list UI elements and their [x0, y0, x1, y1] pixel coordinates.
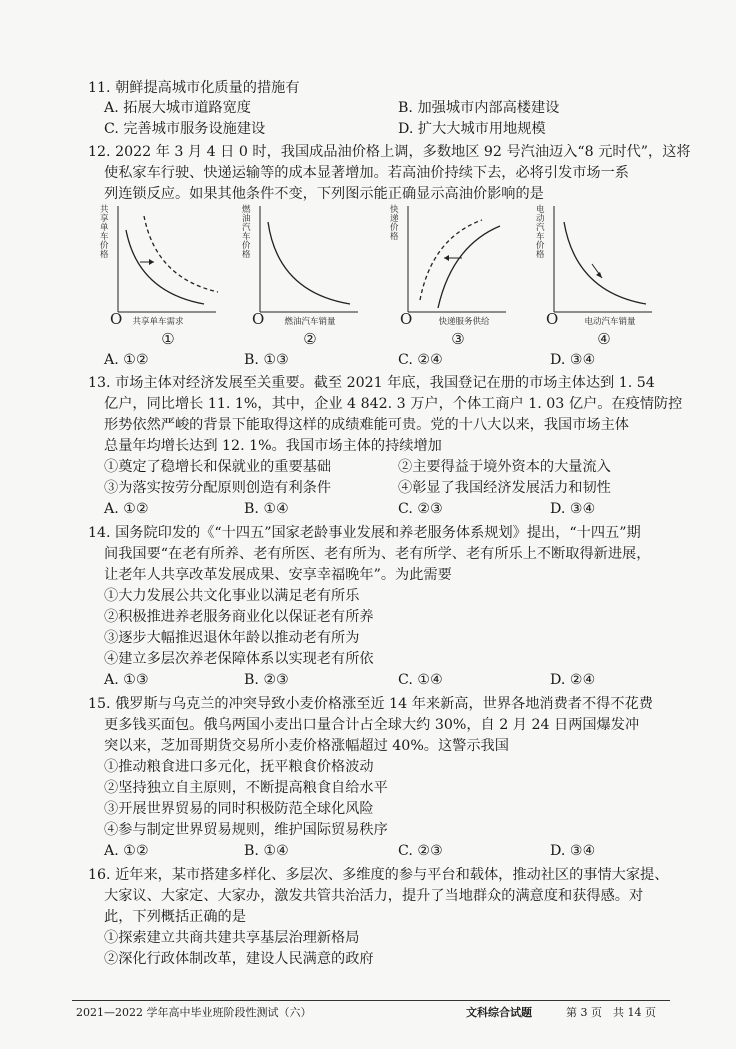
q13-item-2: ②主要得益于境外资本的大量流入: [398, 459, 611, 475]
q11-option-a: A. 拓展大城市道路宽度: [104, 100, 251, 116]
graph-1-arrowhead: [149, 259, 154, 265]
q11-stem: 11. 朝鲜提高城市化质量的措施有: [88, 80, 300, 96]
q13-option-b: B. ①④: [244, 501, 289, 517]
q14-line-2: 间我国要“在老有所养、老有所医、老有所为、老有所学、老有所乐上不断取得新进展，: [104, 546, 651, 562]
q12-option-a: A. ①②: [104, 352, 149, 368]
q15-item-3: ③开展世界贸易的同时积极防范全球化风险: [104, 801, 374, 817]
q13-option-c: C. ②③: [398, 501, 443, 517]
footer-subject: 文科综合试题: [466, 1006, 532, 1019]
q16-line-2: 大家议、大家定、大家办，激发共管共治活力，提升了当地群众的满意度和获得感。对: [104, 888, 644, 904]
graph-3-origin: O: [400, 310, 413, 328]
q13-line-4: 总量年均增长达到 12. 1%。我国市场主体的持续增加: [104, 438, 442, 454]
graph-4-arrowhead: [596, 272, 602, 278]
q12-line-1: 12. 2022 年 3 月 4 日 0 时，我国成品油价格上调，多数地区 92 号汽油迈入“8 元时代”，这将: [88, 144, 691, 160]
graph-1: [96, 200, 226, 348]
graph-2-curve: [268, 222, 350, 304]
q16-item-1: ①探索建立共商共建共享基层治理新格局: [104, 930, 360, 946]
graph-4-ylabel-a: 电动汽车价格: [536, 205, 545, 260]
graph-3: [386, 200, 516, 348]
graph-4-curve: [564, 222, 646, 304]
q14-item-3: ③逐步大幅推迟退休年龄以推动老有所为: [104, 630, 360, 646]
graph-3-curve-dashed: [420, 220, 482, 300]
footer-page-number: 第 3 页 共 14 页: [566, 1006, 656, 1019]
q11-option-d: D. 扩大大城市用地规模: [398, 121, 546, 137]
graph-2: [238, 200, 368, 348]
graph-2-number: ②: [303, 330, 317, 348]
q13-item-3: ③为落实按劳分配原则创造有利条件: [104, 480, 332, 496]
q15-option-d: D. ③④: [550, 843, 596, 859]
q11-option-c: C. 完善城市服务设施建设: [104, 121, 266, 137]
q14-option-b: B. ②③: [244, 672, 289, 688]
q15-option-b: B. ①④: [244, 843, 289, 859]
graph-2-origin: O: [252, 310, 265, 328]
graph-4-origin: O: [546, 310, 559, 328]
q13-item-1: ①奠定了稳增长和保就业的重要基础: [104, 459, 332, 475]
q13-line-2: 亿户，同比增长 11. 1%，其中，企业 4 842. 3 万户，个体工商户 1. 03 亿户。在疫情防控: [104, 396, 683, 412]
q11-option-b: B. 加强城市内部高楼建设: [398, 100, 560, 116]
q12-option-d: D. ③④: [550, 352, 596, 368]
q15-line-2: 更多钱买面包。俄乌两国小麦出口量合计占全球大约 30%，自 2 月 24 日两国爆发冲: [104, 717, 640, 733]
q12-line-2: 使私家车行驶、快递运输等的成本显著增加。若高油价持续下去，必将引发市场一系: [104, 165, 629, 181]
q12-option-c: C. ②④: [398, 352, 443, 368]
footer-divider: [72, 1000, 670, 1001]
graph-1-ylabel-a: 共享单车价格: [100, 205, 109, 260]
graph-4: [532, 200, 662, 348]
q13-item-4: ④彰显了我国经济发展活力和韧性: [398, 480, 611, 496]
q14-item-2: ②积极推进养老服务商业化以保证老有所养: [104, 609, 374, 625]
graph-4-xlabel: 电动汽车销量: [584, 317, 636, 327]
graph-4-number: ④: [597, 330, 611, 348]
graph-3-curve-solid: [438, 226, 500, 308]
q15-option-a: A. ①②: [104, 843, 149, 859]
q12-option-b: B. ①③: [244, 352, 289, 368]
q15-line-1: 15. 俄罗斯与乌克兰的冲突导致小麦价格涨至近 14 年来新高，世界各地消费者不得不花费: [88, 696, 653, 712]
graph-3-xlabel: 快递服务供给: [438, 317, 490, 327]
graph-1-curve-dashed: [144, 216, 218, 292]
q16-line-1: 16. 近年来，某市搭建多样化、多层次、多维度的参与平台和载体，推动社区的事情大家提、: [88, 867, 669, 883]
graph-2-xlabel: 燃油汽车销量: [284, 317, 336, 327]
q14-item-1: ①大力发展公共文化事业以满足老有所乐: [104, 588, 360, 604]
q13-line-1: 13. 市场主体对经济发展至关重要。截至 2021 年底，我国登记在册的市场主体达到 1. 54: [88, 375, 655, 391]
q15-line-3: 突以来，芝加哥期货交易所小麦价格涨幅超过 40%。这警示我国: [104, 738, 509, 754]
graph-1-origin: O: [110, 310, 123, 328]
q15-item-1: ①推动粮食进口多元化，抚平粮食价格波动: [104, 759, 374, 775]
footer-exam-title: 2021—2022 学年高中毕业班阶段性测试（六）: [76, 1006, 312, 1019]
q16-item-2: ②深化行政体制改革，建设人民满意的政府: [104, 951, 374, 967]
q14-line-3: 让老年人共享改革发展成果、安享幸福晚年”。为此需要: [104, 567, 452, 583]
graph-1-xlabel: 共享单车需求: [132, 317, 184, 327]
q13-option-d: D. ③④: [550, 501, 596, 517]
q16-line-3: 此，下列概括正确的是: [104, 909, 246, 925]
graph-1-curve-solid: [126, 230, 204, 304]
q14-option-d: D. ②④: [550, 672, 596, 688]
q15-item-4: ④参与制定世界贸易规则，维护国际贸易秩序: [104, 822, 388, 838]
q15-item-2: ②坚持独立自主原则，不断提高粮食自给水平: [104, 780, 388, 796]
q14-option-a: A. ①③: [104, 672, 149, 688]
graph-1-number: ①: [161, 330, 175, 348]
q12-line-3: 列连锁反应。如果其他条件不变，下列图示能正确显示高油价影响的是: [104, 186, 544, 202]
graph-3-arrowhead: [444, 255, 449, 261]
graph-3-ylabel-a: 快递价格: [390, 205, 399, 242]
graph-3-number: ③: [451, 330, 465, 348]
q13-line-3: 形势依然严峻的背景下能取得这样的成绩难能可贵。党的十八大以来，我国市场主体: [104, 417, 629, 433]
q14-line-1: 14. 国务院印发的《“十四五”国家老龄事业发展和养老服务体系规划》提出，“十四五”期: [88, 525, 641, 541]
q14-option-c: C. ①④: [398, 672, 443, 688]
q13-option-a: A. ①②: [104, 501, 149, 517]
q15-option-c: C. ②③: [398, 843, 443, 859]
q14-item-4: ④建立多层次养老保障体系以实现老有所依: [104, 651, 374, 667]
graph-2-ylabel-a: 燃油汽车价格: [242, 205, 251, 260]
